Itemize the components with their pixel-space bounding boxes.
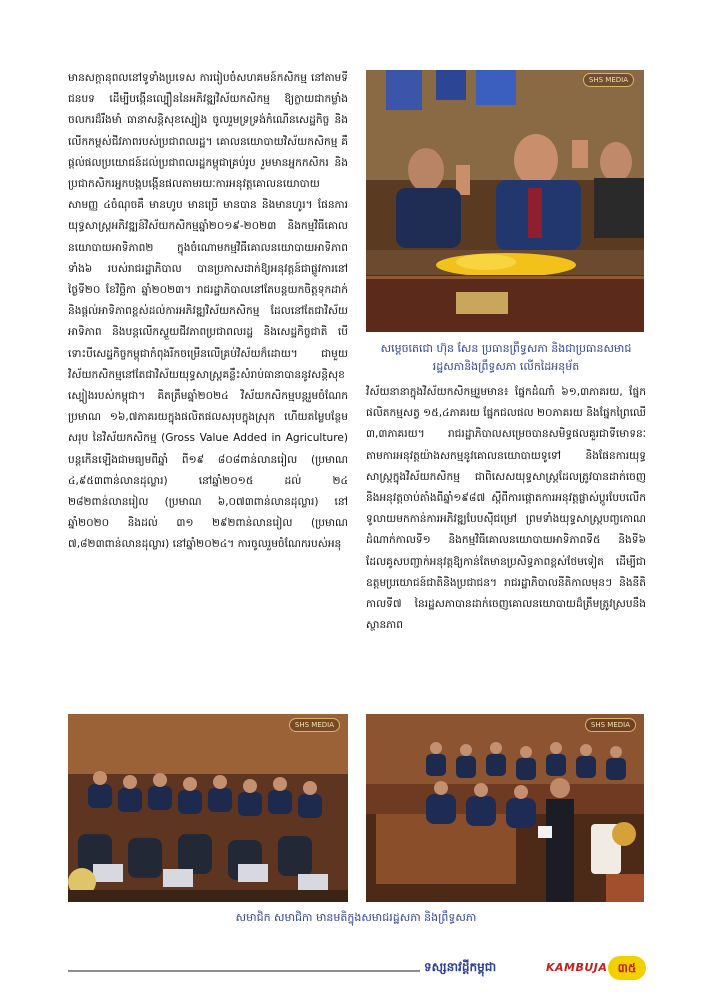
article-paragraph-right: វិស័យនានាក្នុងវិស័យកសិកម្មរួមមាន៖ ផ្នែកដំណាំ ៦១,៣ភាគរយ, ផ្នែកផលិតកម្មសត្វ ១៥,៤ភាគរយ ផ្នែកជលផល ២០ភាគរយ និងផ្នែកព្រៃឈើ ៣,៣ភាគរយ។ រាជរដ្ឋាភិបាលសម្រេចបានសមិទ្ធផលគួរជាទីមោទនៈ តាមការអនុវត្តយ៉ាងសកម្មនូវគោលនយោបាយទូទៅ និងផែនការយុទ្ធសាស្ត្រក្នុងវិស័យកសិកម្ម ជាពិសេសយុទ្ធសាស្ត្រដែលត្រូវបានដាក់ចេញ និងអនុវត្តចាប់តាំងពីឆ្នាំ១៩៨៧ ស្តីពីការផ្តោតការអនុវត្តផ្លាស់ប្តូរបែបលើកទូលាយមកកាន់ការអភិវឌ្ឍបែបស៊ីជម្រៅ ព្រមទាំងយុទ្ធសាស្ត្របញ្ចកោណដំណាក់កាលទី១ និងកម្មវិធីគោលនយោបាយអាទិភាពទី៥ និងទី៦ ដែលគូសបញ្ជាក់អនុវត្តឱ្យកាន់តែមានប្រសិទ្ធភាពខ្ពស់ថែមទៀត ដើម្បីជាឧត្តមប្រយោជន៍ជាតិនិងប្រជាជន។ រាជរដ្ឋាភិបាលនីតិកាលមុនៗ និងនីតិកាលទី៧ នៃរដ្ឋសភាបានដាក់ចេញគោលនយោបាយដ៏ត្រឹមត្រូវស្របនឹងស្ថានភាព (366, 386, 646, 632)
page-footer (0, 958, 712, 988)
photo-br-illustration (366, 714, 644, 902)
footer-brand: KAMBUJA (546, 961, 608, 974)
photo-assembly-members (68, 714, 348, 902)
photo-bl-illustration (68, 714, 348, 902)
shs-media-logo: SHS MEDIA (585, 718, 636, 732)
photo-top-caption: សម្តេចតេជោ ហ៊ុន សែន ប្រធានព្រឹទ្ធសភា និងជាប្រធានសមាជរដ្ឋសភានិងព្រឹទ្ធសភា លើកដៃអនុម័ត (380, 342, 632, 373)
page-number-badge: ៣៥ (608, 956, 646, 980)
article-right-column (366, 382, 646, 708)
footer-divider (68, 970, 420, 972)
photo-member-speaking (366, 714, 644, 902)
photo-prime-minister-voting (366, 70, 644, 332)
footer-magazine-name: ទស្សនាវដ្តីកម្ពុជា (424, 960, 497, 974)
shs-media-logo: SHS MEDIA (289, 718, 340, 732)
article-paragraph-left: មានសក្តានុពលនៅទូទាំងប្រទេស ការរៀបចំសហគមន៍កសិកម្ម នៅតាមទីជនបទ ដើម្បីបង្កើនល្បឿននៃអភិវឌ្ឍវិស័យកសិកម្ម ឱ្យក្លាយជាកម្លាំងចលករដ៏រឹងមាំ ធានាសន្តិសុខស្បៀង ចូលរួមទ្រទ្រង់កំណើនសេដ្ឋកិច្ច និងលើកកម្ពស់ជីវភាពរបស់ប្រជាពលរដ្ឋ។ គោលនយោបាយវិស័យកសិកម្ម គឺផ្តល់ផលប្រយោជន៍ដល់ប្រជាពលរដ្ឋកម្ពុជាគ្រប់រូប រួមមានអ្នកកសិករ និងប្រជាកសិករអ្នកបង្កបង្កើនផលតាមរយៈការអនុវត្តគោលនយោបាយសាមញ្ញ ៤ចំណុចគឺ មានហូប មានប្រើ មានបាន និងមានហូរ។ ផែនការយុទ្ធសាស្ត្រអភិវឌ្ឍន៍វិស័យកសិកម្មឆ្នាំ២០១៩-២០២៣ និងកម្មវិធីគោលនយោបាយអាទិភាព២ ក្នុងចំណោមកម្មវិធីគោលនយោបាយអាទិភាពទាំង៦ របស់រាជរដ្ឋាភិបាល បានប្រកាសដាក់ឱ្យអនុវត្តន៍ជាផ្លូវការនៅថ្ងៃទី២០ ខែវិច្ឆិកា ឆ្នាំ២០២៣។ រាជរដ្ឋាភិបាលនៅតែបន្តយកចិត្តទុកដាក់និងផ្តល់អាទិភាពខ្ពស់ដល់ការអភិវឌ្ឍវិស័យកសិកម្ម ដែលនៅតែជាវិស័យអាទិភាព និងបន្តលើកស្ទួយជីវភាពប្រជាពលរដ្ឋ និងសេដ្ឋកិច្ចជាតិ បើទោះបីសេដ្ឋកិច្ចកម្ពុជាកំពុងរីកចម្រើនលើគ្រប់វិស័យក៏ដោយ។ ជាមួយវិស័យកសិកម្មនៅតែជាវិស័យយុទ្ធសាស្ត្រគន្លឹះសំរាប់ធានាបាននូវសន្តិសុខស្បៀងរបស់កម្ពុជា។ គិតត្រឹមឆ្នាំ២០២៤ វិស័យកសិកម្មបន្តរួមចំណែកប្រមាណ ១៦,៧ភាគរយក្នុងផលិតផលសរុបក្នុងស្រុក ហើយតម្លៃបន្ថែមសរុប នៃវិស័យកសិកម្ម (Gross Value Added in Agriculture) បន្តកើនឡើងជាមធ្យមពីឆ្នាំ ពី១៩ ៨០៨ពាន់លានរៀល (ប្រមាណ ៤,៩៥៣ពាន់លានដុល្លារ) នៅឆ្នាំ២០១៥ ដល់ ២៤ ២៨២ពាន់លានរៀល (ប្រមាណ ៦,០៧៣ពាន់លានដុល្លារ) នៅឆ្នាំ២០២០ និងដល់ ៣១ ២៩២ពាន់លានរៀល (ប្រមាណ ៧,៨២៣ពាន់លានដុល្លារ) នៅឆ្នាំ២០២៤។ ការចូលរួមចំណែករបស់អនុ (68, 72, 348, 551)
article-left-column (68, 68, 348, 708)
shs-media-logo: SHS MEDIA (583, 73, 634, 87)
photo-top-illustration (366, 70, 644, 332)
photo-bottom-caption: សមាជិក សមាជិកា មានមតិក្នុងសមាជរដ្ឋសភា និងព្រឹទ្ធសភា (235, 911, 477, 924)
